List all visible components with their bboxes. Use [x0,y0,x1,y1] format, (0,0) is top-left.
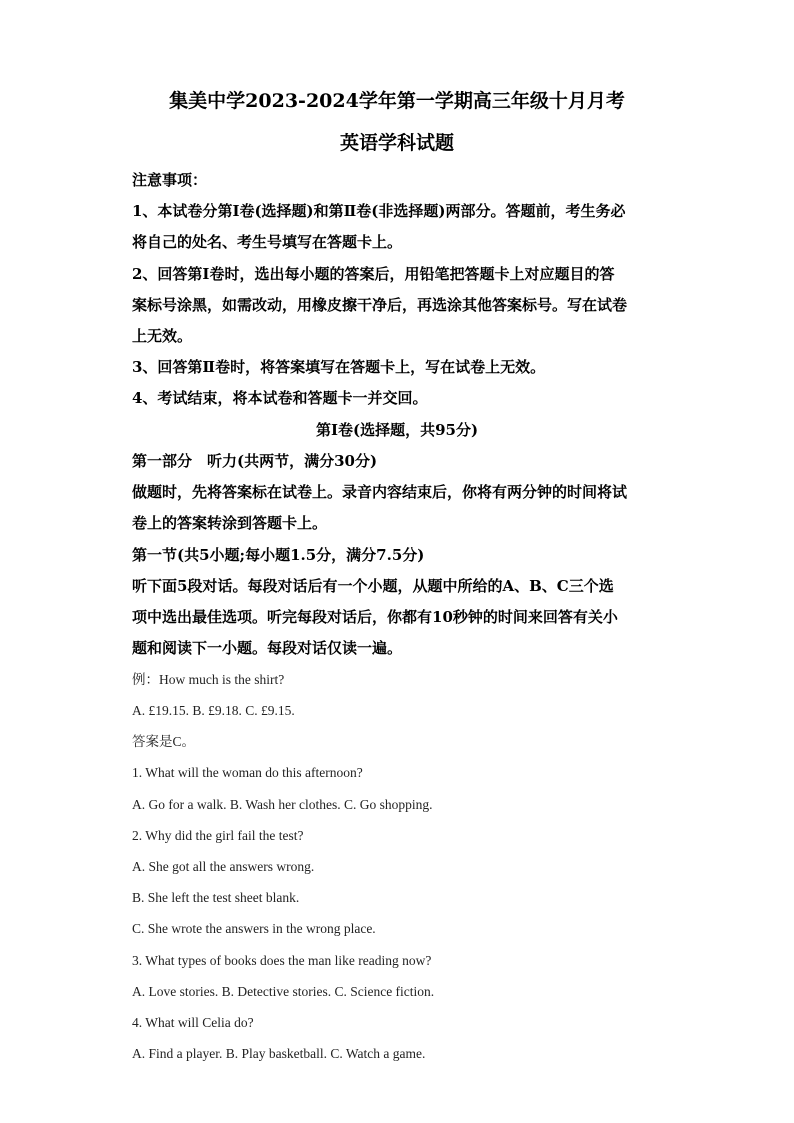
notice-line: 案标号涂黑，如需改动，用橡皮擦干净后，再选涂其他答案标号。写在试卷 [132,296,628,314]
subsection-instructions: 项中选出最佳选项。听完每段对话后，你都有10秒钟的时间来回答有关小 [132,608,618,626]
notice-line: 将自己的处名、考生号填写在答题卡上。 [132,233,403,251]
notice-heading: 注意事项： [132,171,208,189]
example-question: 例：How much is the shirt? [132,672,285,687]
notice-line: 1、本试卷分第Ⅰ卷(选择题)和第Ⅱ卷(非选择题)两部分。答题前，考生务必 [132,202,626,220]
example-answer: 答案是C。 [132,734,196,749]
part-title: 第一部分 听力(共两节，满分30分) [132,452,378,470]
exam-title: 集美中学2023-2024学年第一学期高三年级十月月考 [169,90,625,112]
subsection-instructions: 题和阅读下一小题。每段对话仅读一遍。 [132,639,403,657]
notice-line: 2、回答第Ⅰ卷时，选出每小题的答案后，用铅笔把答题卡上对应题目的答 [132,265,615,283]
question-option: B. She left the test sheet blank. [132,890,300,905]
question-options: A. Go for a walk. B. Wash her clothes. C. Go shopping. [132,797,433,812]
question-option: A. She got all the answers wrong. [132,859,315,874]
notice-line: 上无效。 [132,327,193,345]
question: 3. What types of books does the man like reading now? [132,953,432,968]
question-option: C. She wrote the answers in the wrong place. [132,921,376,936]
subsection-instructions: 听下面5段对话。每段对话后有一个小题，从题中所给的A、B、C三个选 [132,577,614,595]
subsection-title: 第一节(共5小题;每小题1.5分，满分7.5分) [132,546,425,564]
part-instructions: 做题时，先将答案标在试卷上。录音内容结束后，你将有两分钟的时间将试 [132,483,628,501]
example-options: A. £19.15. B. £9.18. C. £9.15. [132,703,295,718]
notice-line: 3、回答第Ⅱ卷时，将答案填写在答题卡上，写在试卷上无效。 [132,358,546,376]
section-title: 第Ⅰ卷(选择题，共95分) [315,421,479,439]
question: 4. What will Celia do? [132,1015,254,1030]
question: 2. Why did the girl fail the test? [132,828,304,843]
question-options: A. Find a player. B. Play basketball. C. Watch a game. [132,1046,426,1061]
question: 1. What will the woman do this afternoon? [132,765,363,780]
exam-subject-title: 英语学科试题 [339,132,454,154]
part-instructions: 卷上的答案转涂到答题卡上。 [132,514,328,532]
question-options: A. Love stories. B. Detective stories. C. Science fiction. [132,984,435,999]
notice-line: 4、考试结束，将本试卷和答题卡一并交回。 [132,389,428,407]
